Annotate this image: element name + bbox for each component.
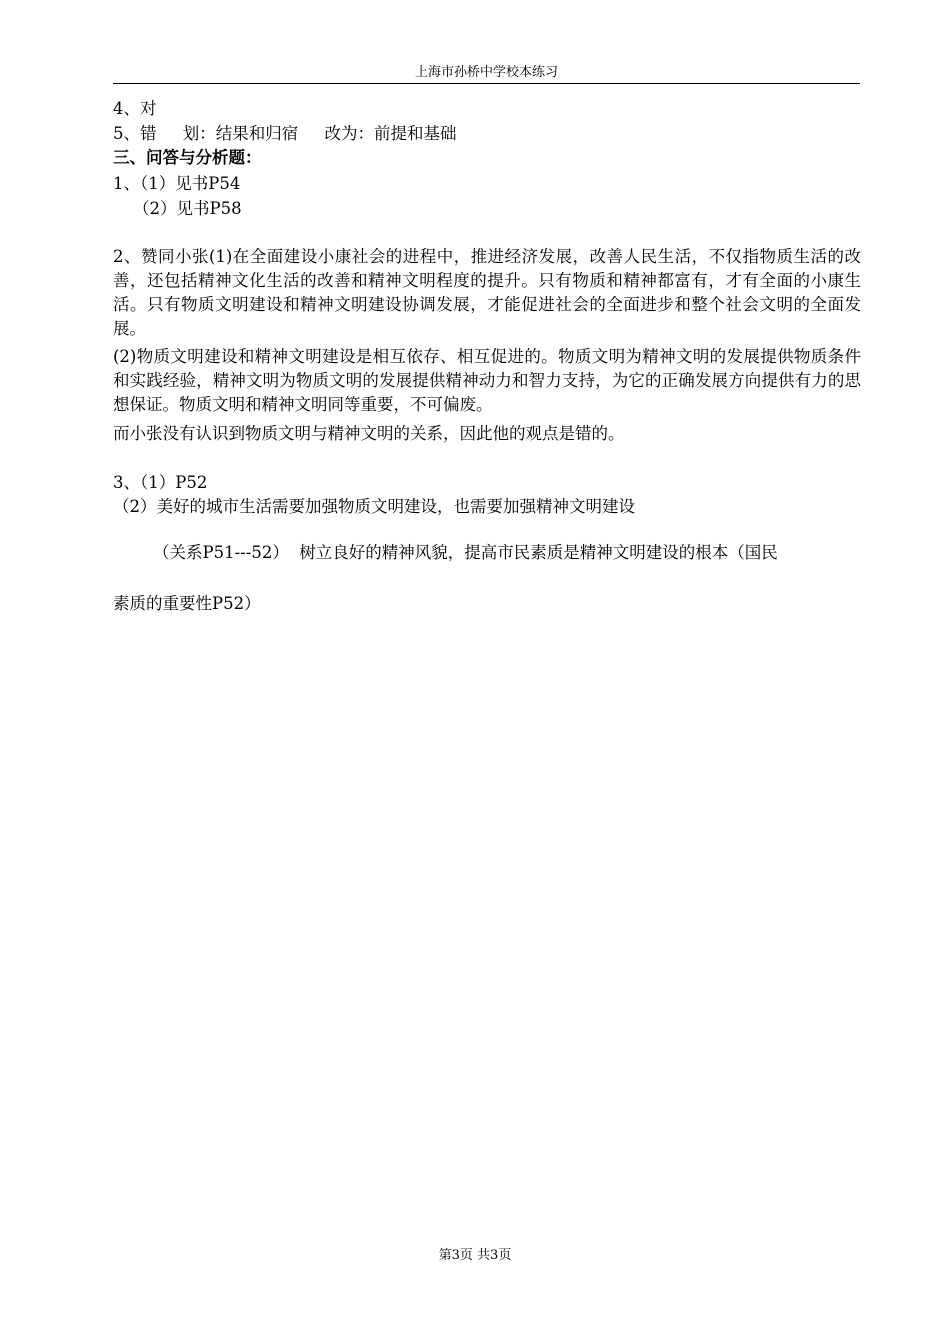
- page-number: 第3页 共3页: [438, 1248, 512, 1263]
- question-1-part-1: 1、（1）见书P54: [113, 174, 241, 193]
- question-2-part-1: 2、赞同小张(1)在全面建设小康社会的进程中，推进经济发展，改善人民生活，不仅指物质生活的改善，还包括精神文化生活的改善和精神文明程度的提升。只有物质和精神都富有，才有全面的小康生活。只有物质文明建设和精神文明建设协调发展，才能促进社会的全面进步和整个社会文明的全面发展。: [113, 247, 861, 338]
- question-2-conclusion: 而小张没有认识到物质文明与精神文明的关系，因此他的观点是错的。: [113, 424, 625, 443]
- section-heading: 三、问答与分析题：: [113, 148, 262, 167]
- question-3-part-2: （2）美好的城市生活需要加强物质文明建设，也需要加强精神文明建设: [113, 497, 635, 516]
- question-3-part-1: 3、（1）P52: [113, 473, 208, 492]
- answer-item-5: 5、错 划：结果和归宿 改为：前提和基础: [113, 124, 457, 143]
- header-title: 上海市孙桥中学校本练习: [414, 65, 558, 80]
- question-3-part-2-detail-cont: 素质的重要性P52）: [113, 594, 261, 613]
- header-divider: [113, 83, 860, 84]
- question-1-part-2: （2）见书P58: [133, 199, 242, 218]
- question-3-part-2-detail: （关系P51---52） 树立良好的精神风貌，提高市民素质是精神文明建设的根本（国民: [153, 543, 778, 562]
- answer-item-4: 4、对: [113, 99, 157, 118]
- question-2-part-2: (2)物质文明建设和精神文明建设是相互依存、相互促进的。物质文明为精神文明的发展提供物质条件和实践经验，精神文明为物质文明的发展提供精神动力和智力支持，为它的正确发展方向提供有力的思想保证。物质文明和精神文明同等重要，不可偏废。: [113, 347, 861, 414]
